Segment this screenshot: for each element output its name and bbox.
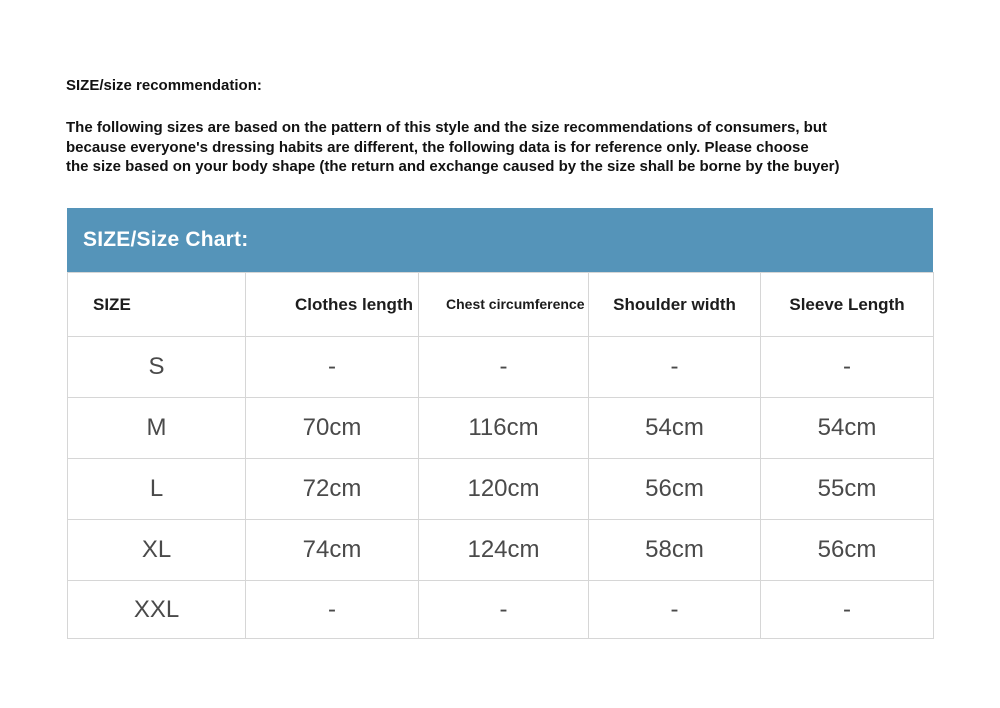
size-label-cell: M <box>68 398 246 459</box>
size-label-cell: S <box>68 337 246 398</box>
column-header-size: SIZE <box>68 273 246 337</box>
intro-line: The following sizes are based on the pattern of this style and the size recommendations of consumers, but <box>66 119 827 136</box>
header-row <box>68 273 934 337</box>
table-row-m <box>68 398 934 459</box>
intro-line: because everyone's dressing habits are different, the following data is for reference only. Please choose <box>66 138 809 156</box>
value-cell: 58cm <box>589 520 761 581</box>
value-cell: - <box>419 581 589 639</box>
value-cell: 54cm <box>761 398 934 459</box>
size-label-cell: XL <box>68 520 246 581</box>
size-label-cell: XXL <box>68 581 246 639</box>
size-label-cell: L <box>68 459 246 520</box>
page-title: SIZE/size recommendation: <box>66 77 262 94</box>
column-header-shoulder-width: Shoulder width <box>589 273 761 337</box>
value-cell: 120cm <box>419 459 589 520</box>
size-chart-section <box>67 208 933 639</box>
value-cell: - <box>589 337 761 398</box>
value-cell: 74cm <box>246 520 419 581</box>
intro-paragraph <box>66 118 840 177</box>
value-cell: - <box>246 581 419 639</box>
value-cell: 56cm <box>589 459 761 520</box>
value-cell: 124cm <box>419 520 589 581</box>
value-cell: - <box>246 337 419 398</box>
value-cell: 72cm <box>246 459 419 520</box>
value-cell: - <box>761 337 934 398</box>
column-header-sleeve-length: Sleeve Length <box>761 273 934 337</box>
intro-line: the size based on your body shape (the return and exchange caused by the size shall be borne by the buyer) <box>66 158 840 175</box>
size-chart-table <box>67 272 934 639</box>
table-row-s <box>68 337 934 398</box>
value-cell: 55cm <box>761 459 934 520</box>
value-cell: 70cm <box>246 398 419 459</box>
value-cell: 56cm <box>761 520 934 581</box>
table-row-l <box>68 459 934 520</box>
column-header-clothes-length: Clothes length <box>246 273 419 337</box>
value-cell: - <box>589 581 761 639</box>
table-row-xxl <box>68 581 934 639</box>
value-cell: - <box>761 581 934 639</box>
column-header-chest-circumference: Chest circumference <box>419 273 589 337</box>
value-cell: - <box>419 337 589 398</box>
table-row-xl <box>68 520 934 581</box>
size-chart-banner <box>67 208 933 272</box>
value-cell: 54cm <box>589 398 761 459</box>
value-cell: 116cm <box>419 398 589 459</box>
size-chart-banner-title: SIZE/Size Chart: <box>83 228 249 251</box>
